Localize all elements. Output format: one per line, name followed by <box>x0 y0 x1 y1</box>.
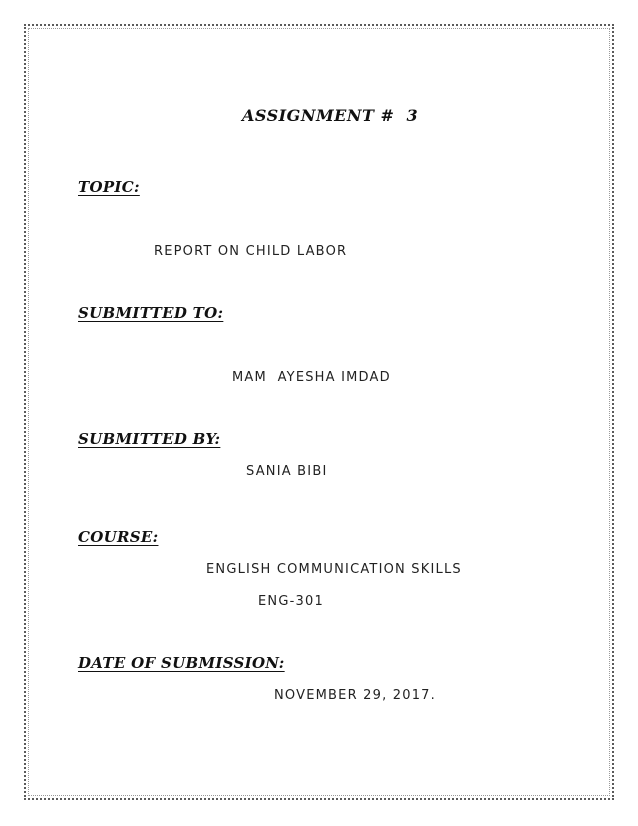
assignment-title: ASSIGNMENT # 3 <box>242 106 419 125</box>
submitted-to-value: MAM AYESHA IMDAD <box>232 370 391 385</box>
course-heading: COURSE: <box>78 528 159 546</box>
topic-heading: TOPIC: <box>78 178 140 196</box>
topic-value: REPORT ON CHILD LABOR <box>154 244 348 259</box>
submitted-by-heading: SUBMITTED BY: <box>78 430 221 448</box>
page-border <box>24 24 614 800</box>
course-name-value: ENGLISH COMMUNICATION SKILLS <box>206 562 462 577</box>
date-of-submission-value: NOVEMBER 29, 2017. <box>274 688 436 703</box>
course-code-value: ENG-301 <box>258 594 324 609</box>
date-of-submission-heading: DATE OF SUBMISSION: <box>78 654 285 672</box>
submitted-to-heading: SUBMITTED TO: <box>78 304 224 322</box>
submitted-by-value: SANIA BIBI <box>246 464 328 479</box>
